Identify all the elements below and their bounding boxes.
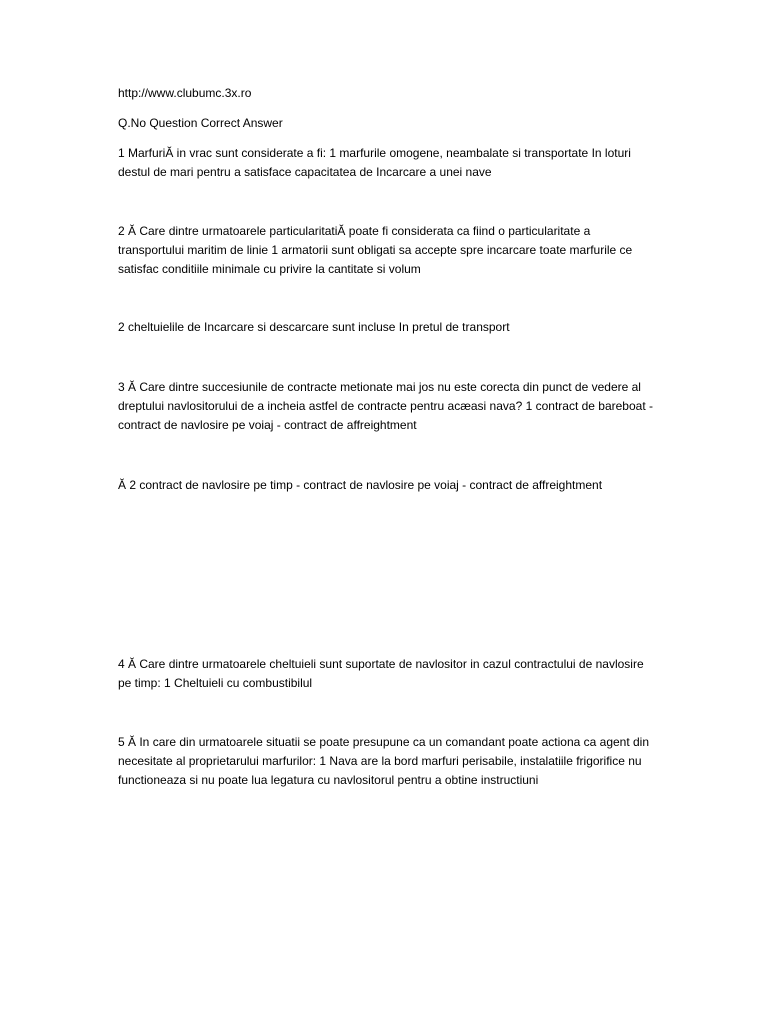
table-header: Q.No Question Correct Answer xyxy=(118,116,283,130)
question-3-answer-2: Ă 2 contract de navlosire pe timp - contract de navlosire pe voiaj - contract de affreightment xyxy=(118,478,603,492)
question-5: 5 Ă In care din urmatoarele situatii se poate presupune ca un comandant poate actiona ca agent din necesitate al proprietarului marfurilor: 1 Nava are la bord marfuri perisabile, instalatiile frigorifice nu functioneaza si nu poate lua legatura cu navlositorul pentru a obtine instructiuni xyxy=(118,735,650,787)
question-2-answer-2: 2 cheltuielile de Incarcare si descarcare sunt incluse In pretul de transport xyxy=(118,320,510,334)
question-4: 4 Ă Care dintre urmatoarele cheltuieli sunt suportate de navlositor in cazul contractului de navlosire pe timp: 1 Cheltuieli cu combustibilul xyxy=(118,657,644,690)
question-3: 3 Ă Care dintre succesiunile de contracte metionate mai jos nu este corecta din punct de vedere al dreptului navlositorului de a incheia astfel de contracte pentru acæasi nava? 1 contract de bareboat - contract de navlosire pe voiaj - contract de affreightment xyxy=(118,380,653,432)
question-1: 1 MarfuriĂ in vrac sunt considerate a fi: 1 marfurile omogene, neambalate si transportate In loturi destul de mari pentru a satisface capacitatea de Incarcare a unei nave xyxy=(118,146,631,179)
source-url: http://www.clubumc.3x.ro xyxy=(118,86,252,100)
question-2: 2 Ă Care dintre urmatoarele particularitatiĂ poate fi considerata ca fiind o particularitate a transportului maritim de linie 1 armatorii sunt obligati sa accepte spre incarcare toate marfurile ce satisfac conditiile minimale cu privire la cantitate si volum xyxy=(118,224,633,276)
